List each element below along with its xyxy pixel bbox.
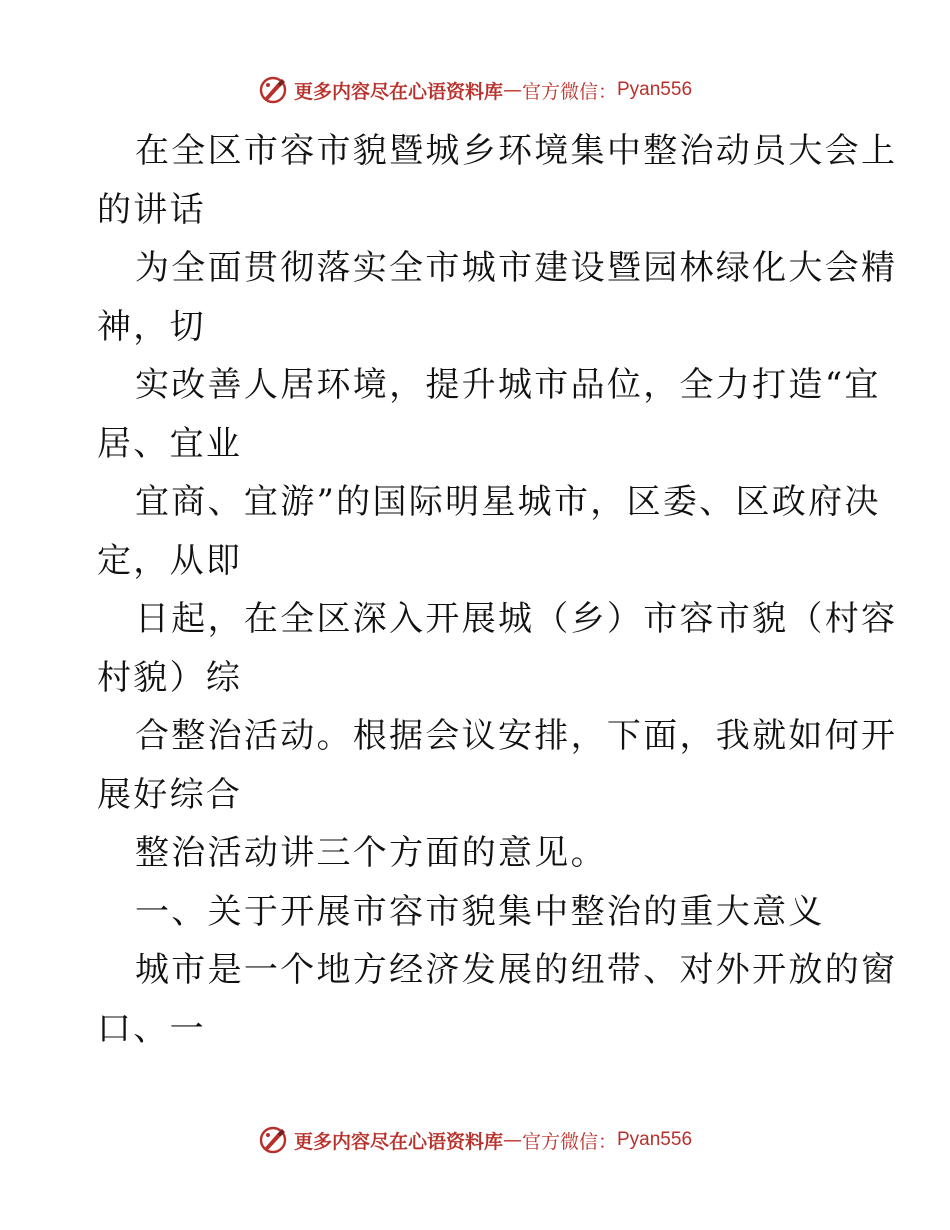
- banner-main-text: 更多内容尽在心语资料库: [293, 80, 503, 103]
- paragraph-line: 日起，在全区深入开展城（乡）市容市貌（村容: [135, 599, 898, 639]
- paragraph-line: 在全区市容市貌暨城乡环境集中整治动员大会上: [135, 131, 898, 171]
- paragraph-line: 定，从即: [97, 540, 243, 581]
- paragraph-line: 神，切: [97, 306, 206, 347]
- paragraph-line: 一、关于开展市容市貌集中整治的重大意义: [135, 891, 825, 932]
- paragraph-line: 城市是一个地方经济发展的纽带、对外开放的窗: [135, 950, 898, 990]
- pen-logo-icon: [258, 1125, 288, 1155]
- footer-banner: [0, 1120, 950, 1160]
- paragraph-line: 实改善人居环境，提升城市品位，全力打造“宜: [135, 365, 881, 405]
- banner-official-label: 官方微信：: [521, 1130, 617, 1153]
- banner-wechat-id: Pyan556: [617, 79, 693, 100]
- document-body: [97, 122, 898, 1058]
- banner-main-text: 更多内容尽在心语资料库: [293, 1130, 503, 1153]
- header-banner: [0, 70, 950, 110]
- paragraph-line: 合整治活动。根据会议安排，下面，我就如何开: [135, 716, 898, 756]
- banner-wechat-id: Pyan556: [617, 1129, 693, 1150]
- banner-dash: —: [502, 79, 522, 101]
- paragraph-line: 宜商、宜游”的国际明星城市，区委、区政府决: [135, 482, 881, 522]
- paragraph-line: 整治活动讲三个方面的意见。: [135, 833, 607, 873]
- pen-logo-icon: [258, 75, 288, 105]
- paragraph-line: 的讲话: [97, 189, 206, 230]
- banner-official-label: 官方微信：: [521, 80, 617, 103]
- paragraph-line: 村貌）综: [97, 657, 243, 698]
- paragraph-line: 居、宜业: [97, 423, 243, 464]
- paragraph-line: 为全面贯彻落实全市城市建设暨园林绿化大会精: [135, 248, 898, 288]
- paragraph-line: 展好综合: [97, 774, 243, 815]
- banner-dash: —: [502, 1129, 522, 1151]
- paragraph-line: 口、一: [97, 1008, 206, 1049]
